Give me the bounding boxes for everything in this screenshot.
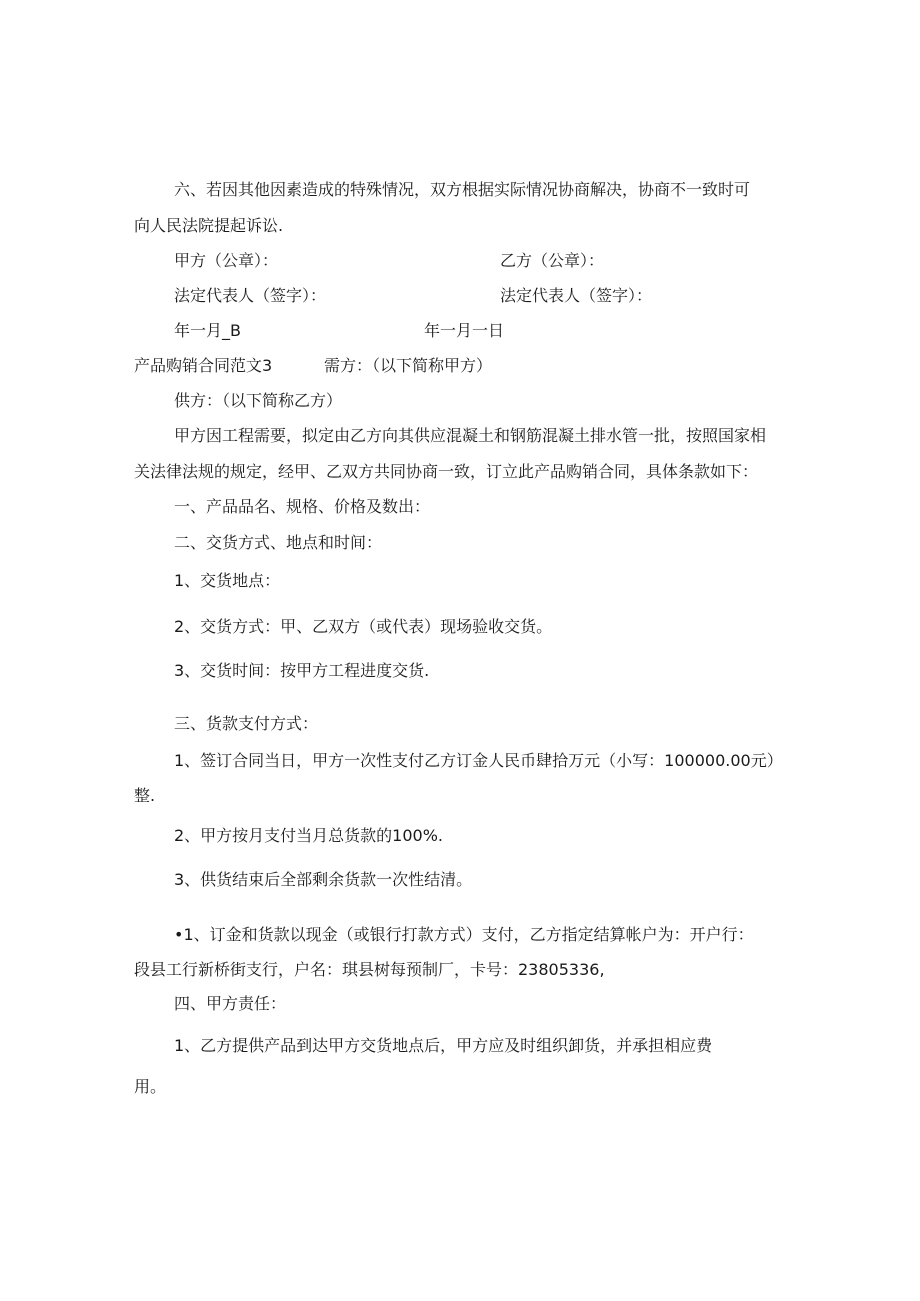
- date-row: [0, 321, 920, 341]
- preamble-line-2: 关法律法规的规定，经甲、乙双方共同协商一致，订立此产品购销合同，具体条款如下：: [134, 462, 759, 481]
- party-a-rep-label: 法定代表人（签字）：: [174, 286, 327, 305]
- account-info-line-1: •1、订金和货款以现金（或银行打款方式）支付，乙方指定结算帐户为：开户行：: [174, 925, 754, 944]
- representative-row: [0, 286, 920, 306]
- seal-row: [0, 251, 920, 271]
- section-two-heading: 二、交货方式、地点和时间：: [174, 533, 383, 552]
- supplier-label: 供方：（以下简称乙方）: [174, 391, 343, 410]
- contract-title: 产品购销合同范文3: [134, 356, 273, 375]
- party-b-rep-label: 法定代表人（签字）：: [500, 286, 653, 305]
- clause-six-line-2: 向人民法院提起诉讼.: [134, 216, 284, 235]
- delivery-method: 2、交货方式：甲、乙双方（或代表）现场验收交货。: [174, 617, 553, 636]
- section-one-heading: 一、产品品名、规格、价格及数出：: [174, 497, 431, 516]
- buyer-duty-line-2: 用。: [134, 1077, 167, 1096]
- payment-item-3: 3、供货结束后全部剩余货款一次性结清。: [174, 870, 473, 889]
- payment-item-1-line-2: 整.: [134, 786, 156, 805]
- payment-item-1-line-1: 1、签订合同当日，甲方一次性支付乙方订金人民币肆拾万元（小写：100000.00元）: [174, 751, 783, 770]
- delivery-time: 3、交货时间：按甲方工程进度交货.: [174, 661, 430, 680]
- preamble-line-1: 甲方因工程需要，拟定由乙方向其供应混凝土和钢筋混凝土排水管一批，按照国家相: [174, 426, 767, 445]
- section-three-heading: 三、货款支付方式：: [174, 714, 319, 733]
- party-a-date: 年一月_B: [174, 321, 241, 340]
- buyer-label: 需方：（以下简称甲方）: [324, 356, 493, 375]
- delivery-place: 1、交货地点：: [174, 571, 281, 590]
- clause-six-line-1: 六、若因其他因素造成的特殊情况，双方根据实际情况协商解决，协商不一致时可: [174, 180, 751, 199]
- contract-heading-row: [0, 356, 920, 376]
- party-a-seal-label: 甲方（公章）：: [174, 251, 279, 270]
- account-info-line-2: 段县工行新桥街支行，户名：琪县树每预制厂，卡号：23805336,: [134, 960, 605, 979]
- party-b-seal-label: 乙方（公章）：: [500, 251, 605, 270]
- buyer-duty-line-1: 1、乙方提供产品到达甲方交货地点后，甲方应及时组织卸货，并承担相应费: [174, 1036, 713, 1055]
- payment-item-2: 2、甲方按月支付当月总货款的100%.: [174, 826, 444, 845]
- party-b-date: 年一月一日: [424, 321, 505, 340]
- section-four-heading: 四、甲方责任：: [174, 994, 287, 1013]
